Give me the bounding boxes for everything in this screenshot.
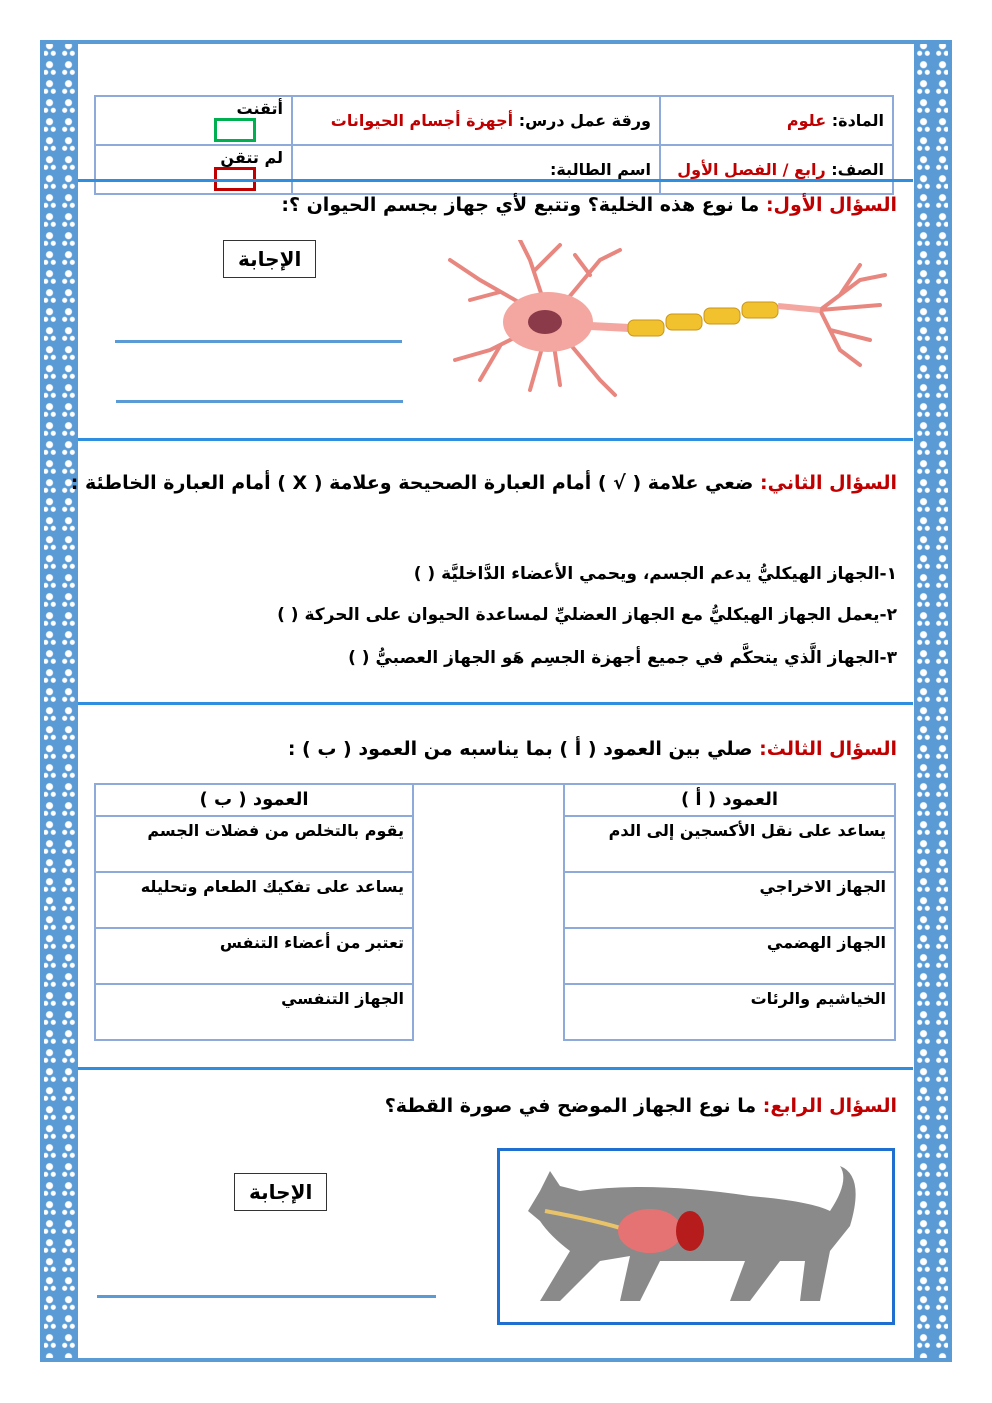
- subject-cell: المادة: علوم: [660, 96, 893, 145]
- divider: [78, 179, 913, 182]
- divider: [78, 702, 913, 705]
- grade-cell: الصف: رابع / الفصل الأول: [660, 145, 893, 194]
- mastered-cell: أتقنت: [95, 96, 292, 145]
- column-a-header: العمود ( أ ): [564, 784, 895, 816]
- question-2: السؤال الثاني: ضعي علامة ( √ ) أمام العبارة الصحيحة وعلامة ( X ) أمام العبارة الخاطئة :: [70, 472, 897, 494]
- divider: [78, 1067, 913, 1070]
- cat-image-frame: [497, 1148, 895, 1325]
- neuron-image: [440, 240, 895, 400]
- gap-column: [413, 784, 564, 1040]
- student-name-cell[interactable]: اسم الطالبة:: [292, 145, 660, 194]
- column-b-item[interactable]: الجهاز التنفسي: [95, 984, 413, 1040]
- column-a-item[interactable]: الجهاز الاخراجي: [564, 872, 895, 928]
- question-1: السؤال الأول: ما نوع هذه الخلية؟ وتتبع لأي جهاز بجسم الحيوان ؟:: [281, 194, 897, 216]
- answer-box: الإجابة: [234, 1173, 327, 1211]
- matching-table: [94, 783, 896, 1041]
- nucleus: [528, 310, 562, 334]
- not-mastered-cell: لم تتقن: [95, 145, 292, 194]
- lesson-cell: ورقة عمل درس: أجهزة أجسام الحيوانات: [292, 96, 660, 145]
- statement-3: ٣-الجهاز الَّذي يتحكَّم في جميع أجهزة الجسِم هَو الجهاز العصبيُّ ( ): [348, 648, 897, 668]
- column-a-item[interactable]: الجهاز الهضمي: [564, 928, 895, 984]
- question-3: السؤال الثالث: صلي بين العمود ( أ ) بما يناسبه من العمود ( ب ) :: [287, 738, 897, 760]
- answer-box: الإجابة: [223, 240, 316, 278]
- column-b-header: العمود ( ب ): [95, 784, 413, 816]
- statement-2: ٢-يعمل الجهاز الهيكليُّ مع الجهاز العضليِّ لمساعدة الحيوان على الحركة ( ): [277, 605, 897, 625]
- answer-line[interactable]: [115, 340, 402, 343]
- column-b-item[interactable]: يقوم بالتخلص من فضلات الجسم: [95, 816, 413, 872]
- column-a-item[interactable]: يساعد على نقل الأكسجين إلى الدم: [564, 816, 895, 872]
- column-b-item[interactable]: يساعد على تفكيك الطعام وتحليله: [95, 872, 413, 928]
- divider: [78, 438, 913, 441]
- mastered-checkbox[interactable]: [214, 118, 256, 142]
- statement-1: ١-الجهاز الهيكليُّ يدعم الجسم، ويحمي الأعضاء الدَّاخليَّة ( ): [413, 564, 897, 584]
- cat-digestive-image: [500, 1151, 892, 1322]
- answer-line[interactable]: [97, 1295, 436, 1298]
- question-4: السؤال الرابع: ما نوع الجهاز الموضح في صورة القطة؟: [384, 1095, 897, 1117]
- column-b-item[interactable]: تعتبر من أعضاء التنفس: [95, 928, 413, 984]
- column-a-item[interactable]: الخياشيم والرئات: [564, 984, 895, 1040]
- answer-line[interactable]: [116, 400, 403, 403]
